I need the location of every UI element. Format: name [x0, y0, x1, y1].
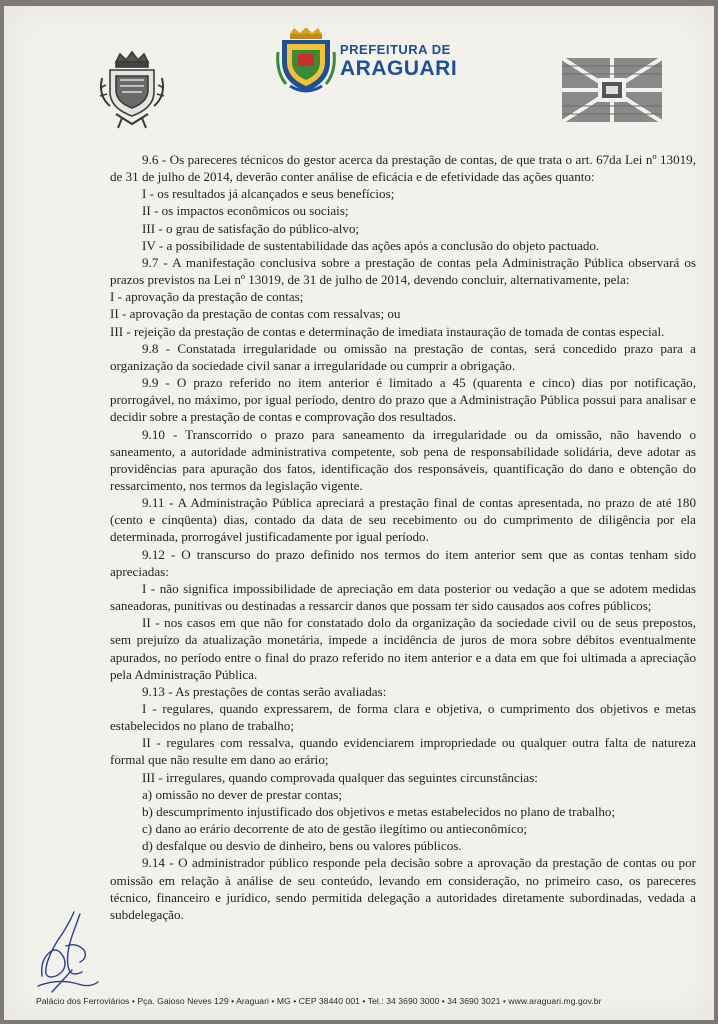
paragraph: II - os impactos econômicos ou sociais;: [142, 203, 349, 219]
paragraph: I - aprovação da prestação de contas;: [110, 289, 304, 305]
paragraph: 9.13 - As prestações de contas serão avaliadas:: [142, 683, 387, 699]
paragraph: 9.7 - A manifestação conclusiva sobre a prestação de contas pela Administração Pública observará os prazos previstos na Lei nº 13019, de 31 de julho de 2014, devendo concluir, alternativamente, pela:: [110, 254, 696, 288]
araguari-shield-logo-icon: [276, 28, 336, 96]
document-page: [4, 6, 714, 1020]
araguari-flag-icon: [562, 58, 662, 122]
paragraph: c) dano ao erário decorrente de ato de gestão ilegítimo ou antieconômico;: [142, 821, 528, 837]
paragraph: III - irregulares, quando comprovada qualquer das seguintes circunstâncias:: [142, 769, 538, 785]
paragraph: I - não significa impossibilidade de apreciação em data posterior ou vedação a que se adotem medidas saneadoras, punitivas ou destinadas a ressarcir danos que possam ter sido causados aos cofres públicos;: [110, 580, 696, 614]
paragraph: III - rejeição da prestação de contas e determinação de imediata instauração de tomada de contas especial.: [110, 323, 665, 339]
paragraph: 9.10 - Transcorrido o prazo para saneamento da irregularidade ou da omissão, não havendo o saneamento, a autoridade administrativa competente, sob pena de responsabilidade solidária, deve adotar as providências para apuração dos fatos, identificação dos responsáveis, quantificação do dano e obtenção do ressarcimento, nos termos da legislação vigente.: [110, 426, 696, 493]
brand-line-1: PREFEITURA DE: [340, 42, 451, 57]
paragraph: 9.12 - O transcurso do prazo definido nos termos do item anterior sem que as contas tenham sido apreciadas:: [110, 546, 696, 579]
handwritten-signature-icon: [28, 906, 108, 1002]
municipal-coat-of-arms-icon: [96, 50, 168, 132]
paragraph: d) desfalque ou desvio de dinheiro, bens ou valores públicos.: [142, 838, 462, 854]
paragraph: III - o grau de satisfação do público-alvo;: [142, 220, 360, 236]
letterhead: [4, 6, 714, 146]
paragraph: 9.6 - Os pareceres técnicos do gestor acerca da prestação de contas, de que trata o art. 67da Lei nº 13019, de 31 de julho de 2014, deverão conter análise de eficácia e de efetividade das ações quanto:: [110, 152, 696, 185]
brand-name: [340, 42, 457, 80]
paragraph: II - regulares com ressalva, quando evidenciarem impropriedade ou qualquer outra falta de natureza formal que não resulte em dano ao erário;: [110, 735, 696, 768]
paragraph: 9.9 - O prazo referido no item anterior é limitado a 45 (quarenta e cinco) dias por notificação, prorrogável, no máximo, por igual período, dentro do prazo que a Administração Pública possui para analisar e decidir sobre a prestação de contas e comprovação dos resultados.: [110, 375, 696, 425]
paragraph: b) descumprimento injustificado dos objetivos e metas estabelecidos no plano de trabalho;: [142, 803, 616, 819]
document-body: [110, 151, 696, 923]
paragraph: II - nos casos em que não for constatado dolo da organização da sociedade civil ou de seus prepostos, sem prejuízo da atualização monetária, impede a incidência de juros de mora sobre débitos eventualmente apurados, no período entre o final do prazo referido no item anterior e a data em que foi ultimada a apreciação pela Administração Pública.: [110, 615, 696, 682]
paragraph: IV - a possibilidade de sustentabilidade das ações após a conclusão do objeto pactuado.: [142, 237, 600, 253]
paragraph: 9.11 - A Administração Pública apreciará a prestação final de contas apresentada, no prazo de até 180 (cento e cinqüenta) dias, contado da data de seu recebimento ou do cumprimento de diligência por ela determinada, prorrogável justificadamente por igual período.: [110, 495, 696, 545]
paragraph: 9.8 - Constatada irregularidade ou omissão na prestação de contas, será concedido prazo para a organização da sociedade civil sanar a irregularidade ou cumprir a obrigação.: [110, 340, 696, 373]
paragraph: 9.14 - O administrador público responde pela decisão sobre a aprovação da prestação de contas ou por omissão em relação à análise de seu conteúdo, levando em consideração, no primeiro caso, os pareceres técnico, financeiro e jurídico, sendo permitida delegação a autoridades diretamente subordinadas, vedada a subdelegação.: [110, 855, 696, 922]
page-footer-address: Palácio dos Ferroviários • Pça. Gaioso Neves 129 • Araguari • MG • CEP 38440 001 • Tel.: 34 3690 3000 • 34 3690 3021 • www.araguari.mg.gov.br: [36, 996, 602, 1006]
paragraph: II - aprovação da prestação de contas com ressalvas; ou: [110, 306, 401, 322]
paragraph: I - regulares, quando expressarem, de forma clara e objetiva, o cumprimento dos objetivos e metas estabelecidos no plano de trabalho;: [110, 701, 696, 734]
brand-line-2: ARAGUARI: [340, 57, 458, 80]
paragraph: I - os resultados já alcançados e seus benefícios;: [142, 186, 395, 202]
paragraph: a) omissão no dever de prestar contas;: [142, 786, 342, 802]
